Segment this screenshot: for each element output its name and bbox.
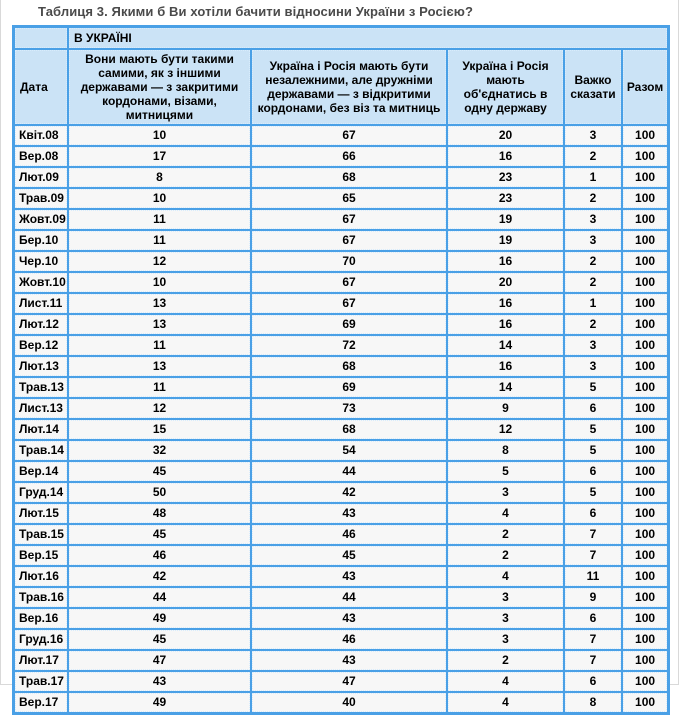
- value-cell: 3: [448, 483, 563, 502]
- value-cell: 100: [623, 273, 667, 292]
- value-cell: 5: [565, 378, 621, 397]
- table-row: [15, 546, 667, 565]
- value-cell: 23: [448, 189, 563, 208]
- value-cell: 43: [69, 672, 250, 691]
- value-cell: 100: [623, 693, 667, 712]
- value-cell: 6: [565, 399, 621, 418]
- value-cell: 2: [565, 189, 621, 208]
- value-cell: 9: [448, 399, 563, 418]
- value-cell: 11: [69, 210, 250, 229]
- survey-table: [12, 25, 670, 715]
- value-cell: 100: [623, 525, 667, 544]
- value-cell: 11: [565, 567, 621, 586]
- date-cell: Лют.17: [15, 651, 67, 670]
- value-cell: 9: [565, 588, 621, 607]
- value-cell: 13: [69, 315, 250, 334]
- value-cell: 42: [252, 483, 446, 502]
- table-row: [15, 462, 667, 481]
- value-cell: 10: [69, 126, 250, 145]
- table-row: [15, 399, 667, 418]
- date-cell: Вер.14: [15, 462, 67, 481]
- group-header-cell: В УКРАЇНІ: [69, 28, 667, 48]
- value-cell: 67: [252, 273, 446, 292]
- value-cell: 16: [448, 294, 563, 313]
- value-cell: 2: [448, 546, 563, 565]
- value-cell: 49: [69, 609, 250, 628]
- value-cell: 10: [69, 273, 250, 292]
- date-cell: Груд.16: [15, 630, 67, 649]
- value-cell: 6: [565, 462, 621, 481]
- value-cell: 100: [623, 546, 667, 565]
- value-cell: 16: [448, 315, 563, 334]
- column-header-row: [15, 50, 667, 124]
- value-cell: 100: [623, 420, 667, 439]
- date-cell: Трав.16: [15, 588, 67, 607]
- value-cell: 100: [623, 504, 667, 523]
- value-cell: 100: [623, 168, 667, 187]
- table-body: [15, 126, 667, 712]
- value-cell: 65: [252, 189, 446, 208]
- value-cell: 5: [565, 483, 621, 502]
- value-cell: 3: [565, 357, 621, 376]
- value-cell: 5: [565, 420, 621, 439]
- value-cell: 19: [448, 210, 563, 229]
- value-cell: 100: [623, 588, 667, 607]
- date-cell: Лют.15: [15, 504, 67, 523]
- col-header-unite-one-state: Україна і Росія мають об'єднатись в одну державу: [448, 50, 563, 124]
- value-cell: 7: [565, 630, 621, 649]
- table-row: [15, 273, 667, 292]
- table-row: [15, 168, 667, 187]
- date-cell: Вер.08: [15, 147, 67, 166]
- value-cell: 45: [69, 462, 250, 481]
- value-cell: 6: [565, 609, 621, 628]
- date-cell: Бер.10: [15, 231, 67, 250]
- value-cell: 4: [448, 504, 563, 523]
- value-cell: 20: [448, 273, 563, 292]
- value-cell: 32: [69, 441, 250, 460]
- value-cell: 15: [69, 420, 250, 439]
- value-cell: 48: [69, 504, 250, 523]
- value-cell: 100: [623, 567, 667, 586]
- value-cell: 1: [565, 294, 621, 313]
- table-row: [15, 126, 667, 145]
- value-cell: 11: [69, 336, 250, 355]
- value-cell: 12: [69, 399, 250, 418]
- value-cell: 67: [252, 126, 446, 145]
- date-cell: Чер.10: [15, 252, 67, 271]
- value-cell: 14: [448, 336, 563, 355]
- value-cell: 13: [69, 357, 250, 376]
- value-cell: 2: [448, 651, 563, 670]
- value-cell: 1: [565, 168, 621, 187]
- value-cell: 100: [623, 210, 667, 229]
- value-cell: 50: [69, 483, 250, 502]
- table-row: [15, 672, 667, 691]
- group-header-row: [15, 28, 667, 48]
- value-cell: 100: [623, 609, 667, 628]
- value-cell: 100: [623, 483, 667, 502]
- value-cell: 44: [69, 588, 250, 607]
- date-cell: Лют.09: [15, 168, 67, 187]
- date-cell: Груд.14: [15, 483, 67, 502]
- value-cell: 3: [448, 588, 563, 607]
- table-title: Таблиця 3. Якими б Ви хотіли бачити відносини України з Росією?: [38, 4, 474, 19]
- value-cell: 100: [623, 315, 667, 334]
- value-cell: 43: [252, 609, 446, 628]
- value-cell: 70: [252, 252, 446, 271]
- value-cell: 46: [252, 525, 446, 544]
- date-cell: Трав.15: [15, 525, 67, 544]
- value-cell: 46: [69, 546, 250, 565]
- value-cell: 44: [252, 462, 446, 481]
- value-cell: 100: [623, 672, 667, 691]
- col-header-separate-states: Вони мають бути такими самими, як з іншими державами — з закритими кордонами, візами, митницями: [69, 50, 250, 124]
- value-cell: 10: [69, 189, 250, 208]
- value-cell: 7: [565, 546, 621, 565]
- value-cell: 16: [448, 147, 563, 166]
- table-row: [15, 315, 667, 334]
- date-cell: Трав.17: [15, 672, 67, 691]
- table-row: [15, 588, 667, 607]
- date-cell: Вер.17: [15, 693, 67, 712]
- value-cell: 17: [69, 147, 250, 166]
- value-cell: 47: [69, 651, 250, 670]
- table-row: [15, 147, 667, 166]
- table-row: [15, 441, 667, 460]
- value-cell: 12: [448, 420, 563, 439]
- value-cell: 45: [69, 525, 250, 544]
- value-cell: 3: [448, 609, 563, 628]
- value-cell: 68: [252, 357, 446, 376]
- date-cell: Лист.11: [15, 294, 67, 313]
- value-cell: 8: [69, 168, 250, 187]
- value-cell: 72: [252, 336, 446, 355]
- table-row: [15, 231, 667, 250]
- value-cell: 73: [252, 399, 446, 418]
- value-cell: 67: [252, 231, 446, 250]
- table-row: [15, 420, 667, 439]
- value-cell: 100: [623, 357, 667, 376]
- value-cell: 8: [448, 441, 563, 460]
- value-cell: 67: [252, 294, 446, 313]
- table-row: [15, 357, 667, 376]
- col-header-independent-friendly: Україна і Росія мають бути незалежними, але дружніми державами — з відкритими кордонами, без віз та митниць: [252, 50, 446, 124]
- value-cell: 68: [252, 420, 446, 439]
- value-cell: 69: [252, 315, 446, 334]
- value-cell: 100: [623, 441, 667, 460]
- value-cell: 43: [252, 651, 446, 670]
- value-cell: 100: [623, 462, 667, 481]
- value-cell: 13: [69, 294, 250, 313]
- date-cell: Трав.09: [15, 189, 67, 208]
- value-cell: 100: [623, 630, 667, 649]
- date-cell: Лют.14: [15, 420, 67, 439]
- date-cell: Квіт.08: [15, 126, 67, 145]
- date-cell: Вер.12: [15, 336, 67, 355]
- table-row: [15, 483, 667, 502]
- value-cell: 66: [252, 147, 446, 166]
- date-cell: Трав.13: [15, 378, 67, 397]
- value-cell: 42: [69, 567, 250, 586]
- value-cell: 2: [565, 252, 621, 271]
- table-row: [15, 630, 667, 649]
- value-cell: 4: [448, 693, 563, 712]
- value-cell: 12: [69, 252, 250, 271]
- value-cell: 3: [565, 210, 621, 229]
- table-row: [15, 294, 667, 313]
- value-cell: 68: [252, 168, 446, 187]
- value-cell: 45: [252, 546, 446, 565]
- value-cell: 20: [448, 126, 563, 145]
- table-row: [15, 252, 667, 271]
- value-cell: 100: [623, 651, 667, 670]
- value-cell: 49: [69, 693, 250, 712]
- value-cell: 3: [565, 231, 621, 250]
- value-cell: 19: [448, 231, 563, 250]
- value-cell: 2: [448, 525, 563, 544]
- value-cell: 100: [623, 294, 667, 313]
- date-cell: Лист.13: [15, 399, 67, 418]
- table-row: [15, 525, 667, 544]
- table-row: [15, 693, 667, 712]
- value-cell: 7: [565, 651, 621, 670]
- date-cell: Жовт.09: [15, 210, 67, 229]
- value-cell: 5: [565, 441, 621, 460]
- value-cell: 11: [69, 231, 250, 250]
- value-cell: 67: [252, 210, 446, 229]
- value-cell: 2: [565, 147, 621, 166]
- date-cell: Вер.16: [15, 609, 67, 628]
- value-cell: 100: [623, 147, 667, 166]
- value-cell: 2: [565, 315, 621, 334]
- value-cell: 4: [448, 567, 563, 586]
- date-cell: Лют.16: [15, 567, 67, 586]
- empty-corner-cell: [15, 28, 67, 48]
- value-cell: 16: [448, 357, 563, 376]
- value-cell: 3: [565, 126, 621, 145]
- value-cell: 43: [252, 504, 446, 523]
- table-row: [15, 210, 667, 229]
- value-cell: 16: [448, 252, 563, 271]
- table-row: [15, 504, 667, 523]
- date-cell: Лют.12: [15, 315, 67, 334]
- value-cell: 3: [565, 336, 621, 355]
- value-cell: 6: [565, 504, 621, 523]
- table-head: [15, 28, 667, 124]
- value-cell: 45: [69, 630, 250, 649]
- value-cell: 100: [623, 126, 667, 145]
- value-cell: 69: [252, 378, 446, 397]
- value-cell: 100: [623, 336, 667, 355]
- value-cell: 6: [565, 672, 621, 691]
- value-cell: 11: [69, 378, 250, 397]
- value-cell: 14: [448, 378, 563, 397]
- value-cell: 2: [565, 273, 621, 292]
- date-cell: Жовт.10: [15, 273, 67, 292]
- table-row: [15, 336, 667, 355]
- value-cell: 8: [565, 693, 621, 712]
- value-cell: 100: [623, 231, 667, 250]
- value-cell: 54: [252, 441, 446, 460]
- col-header-date: Дата: [15, 50, 67, 124]
- value-cell: 7: [565, 525, 621, 544]
- table-row: [15, 378, 667, 397]
- table-row: [15, 567, 667, 586]
- col-header-total: Разом: [623, 50, 667, 124]
- value-cell: 100: [623, 378, 667, 397]
- value-cell: 5: [448, 462, 563, 481]
- value-cell: 100: [623, 399, 667, 418]
- table-row: [15, 189, 667, 208]
- table-row: [15, 651, 667, 670]
- col-header-hard-to-say: Важко сказати: [565, 50, 621, 124]
- value-cell: 47: [252, 672, 446, 691]
- value-cell: 40: [252, 693, 446, 712]
- value-cell: 4: [448, 672, 563, 691]
- value-cell: 100: [623, 189, 667, 208]
- date-cell: Лют.13: [15, 357, 67, 376]
- value-cell: 100: [623, 252, 667, 271]
- table-row: [15, 609, 667, 628]
- value-cell: 46: [252, 630, 446, 649]
- value-cell: 23: [448, 168, 563, 187]
- date-cell: Вер.15: [15, 546, 67, 565]
- value-cell: 43: [252, 567, 446, 586]
- date-cell: Трав.14: [15, 441, 67, 460]
- value-cell: 44: [252, 588, 446, 607]
- value-cell: 3: [448, 630, 563, 649]
